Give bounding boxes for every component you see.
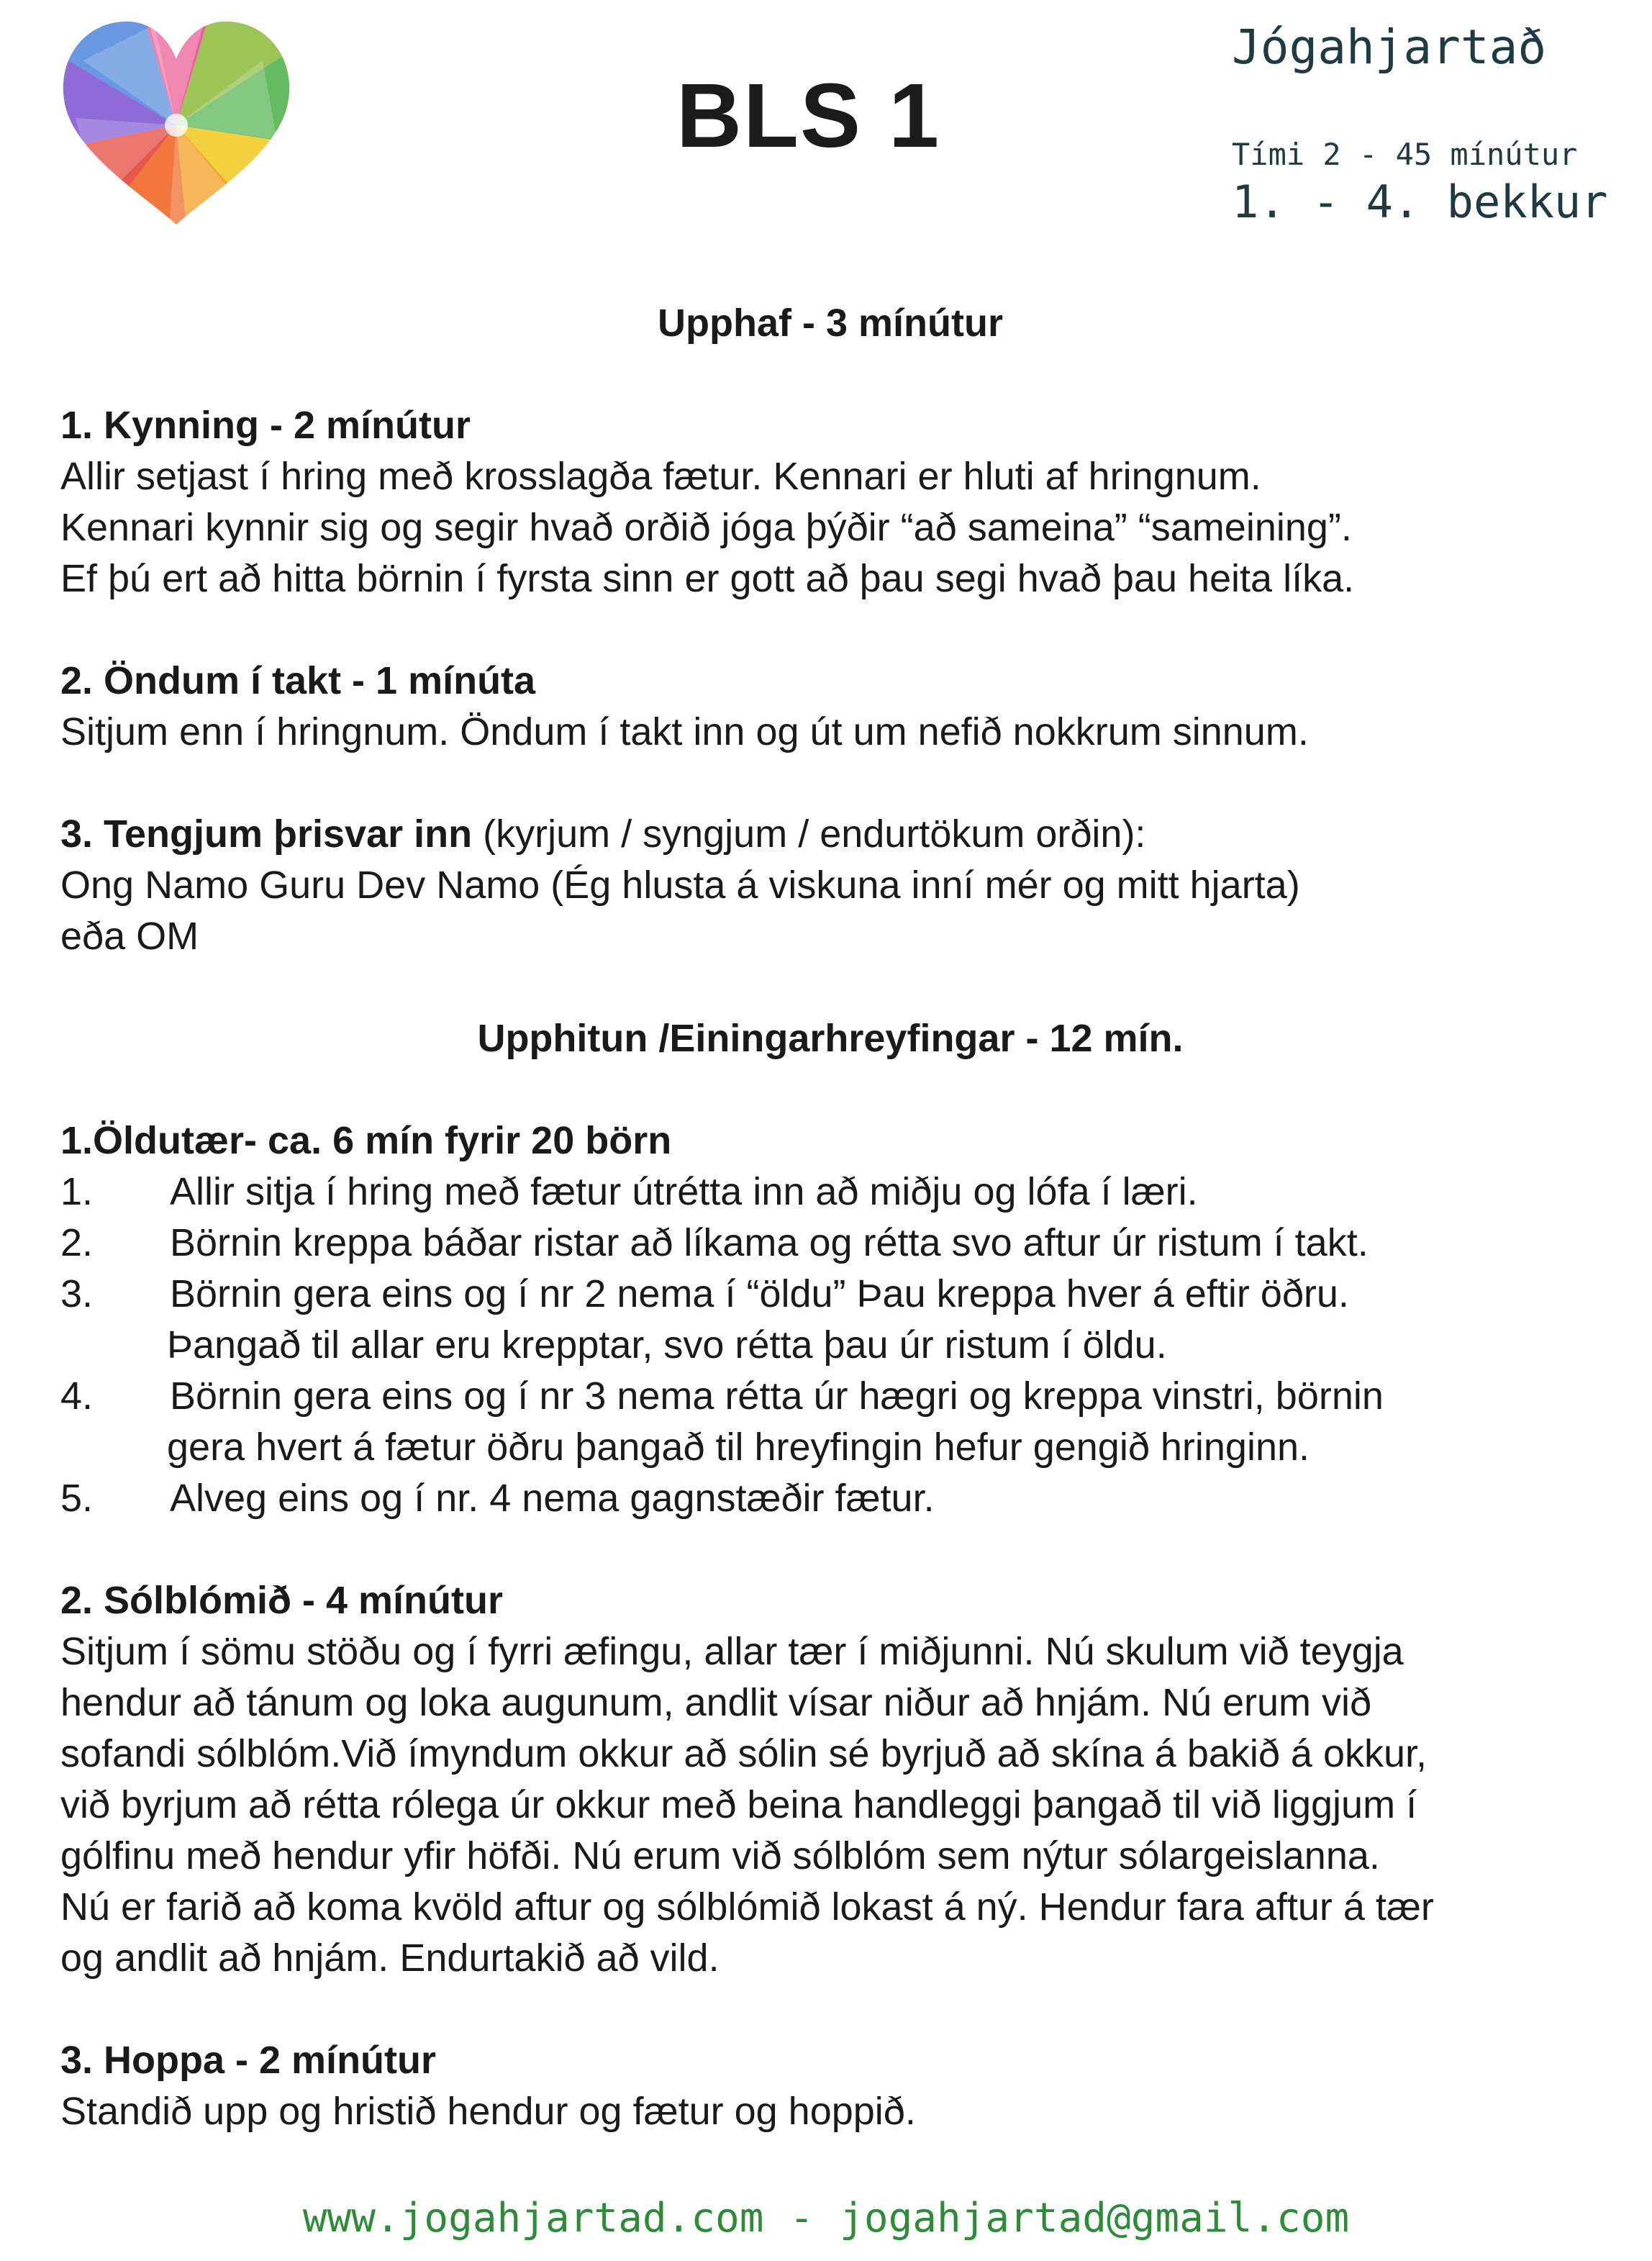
solblomid-line: gólfinu með hendur yfir höfði. Nú erum við sólblóm sem nýtur sólargeislanna. [60,1834,1380,1877]
section-title-upphaf: Upphaf - 3 mínútur [658,302,1003,345]
list-item-text: Börnin kreppa báðar ristar að líkama og rétta svo aftur úr ristum í takt. [170,1221,1369,1264]
list-item [60,1371,1600,1422]
lesson-time: Tími 2 - 45 mínútur [1232,137,1578,172]
section-title-upphitun: Upphitun /Einingarhreyfingar - 12 mín. [477,1017,1184,1060]
ondum-heading: 2. Öndum í takt - 1 mínúta [60,659,536,702]
tengjum-heading-suffix: (kyrjum / syngjum / endurtökum orðin): [472,812,1146,856]
solblomid-line: og andlit að hnjám. Endurtakið að vild. [60,1936,720,1980]
list-item [60,1473,1600,1524]
list-item-text: Alveg eins og í nr. 4 nema gagnstæðir fætur. [170,1477,935,1520]
solblomid-line: við byrjum að rétta rólega úr okkur með beina handleggi þangað til við liggjum í [60,1783,1417,1826]
hoppa-text: Standið upp og hristið hendur og fætur og hoppið. [60,2090,916,2133]
website-link[interactable]: www.jogahjartad.com [302,2195,764,2242]
email-link[interactable]: jogahjartad@gmail.com [840,2195,1350,2242]
solblomid-line: Sitjum í sömu stöðu og í fyrri æfingu, allar tær í miðjunni. Nú skulum við teygja [60,1630,1404,1673]
solblomid-heading: 2. Sólblómið - 4 mínútur [60,1579,504,1622]
list-item-number: 1. [60,1170,94,1213]
kynning-line: Allir setjast í hring með krosslagða fætur. Kennari er hluti af hringnum. [60,455,1261,498]
kynning-line: Ef þú ert að hitta börnin í fyrsta sinn er gott að þau segi hvað þau heita líka. [60,557,1355,600]
lesson-content [60,298,1600,2137]
footer [0,2195,1652,2242]
ondum-text: Sitjum enn í hringnum. Öndum í takt inn og út um nefið nokkrum sinnum. [60,710,1309,753]
kynning-heading: 1. Kynning - 2 mínútur [60,404,471,447]
list-item-number: 5. [60,1477,94,1520]
footer-separator: - [789,2195,814,2242]
list-item-text: Börnin gera eins og í nr 2 nema í “öldu” Þau kreppa hver á eftir öðru. [170,1272,1349,1315]
list-item-number: 3. [60,1272,94,1315]
hoppa-heading: 3. Hoppa - 2 mínútur [60,2039,437,2082]
list-item-number: 2. [60,1221,94,1264]
list-item-text: Allir sitja í hring með fætur útrétta inn að miðju og lófa í læri. [170,1170,1198,1213]
list-item-continuation: gera hvert á fætur öðru þangað til hreyfingin hefur gengið hringinn. [167,1426,1310,1469]
brand-name: Jógahjartað [1232,19,1547,75]
page-title: BLS 1 [676,65,941,166]
kynning-line: Kennari kynnir sig og segir hvað orðið jóga þýðir “að sameina” “sameining”. [60,506,1352,549]
solblomid-line: hendur að tánum og loka augunum, andlit vísar niður að hnjám. Nú erum við [60,1681,1372,1724]
tengjum-heading-row [60,809,1600,860]
list-item-continuation: Þangað til allar eru krepptar, svo rétta þau úr ristum í öldu. [167,1323,1167,1367]
grade-level: 1. - 4. bekkur [1232,176,1608,228]
solblomid-line: sofandi sólblóm.Við ímyndum okkur að sólin sé byrjuð að skína á bakið á okkur, [60,1732,1428,1775]
list-item-number: 4. [60,1374,94,1418]
list-item-text: Börnin gera eins og í nr 3 nema rétta úr hægri og kreppa vinstri, börnin [170,1374,1384,1418]
tengjum-heading: 3. Tengjum þrisvar inn [60,812,473,856]
tengjum-line: eða OM [60,915,199,958]
rainbow-heart-icon [60,17,292,226]
oldutaer-heading: 1.Öldutær- ca. 6 mín fyrir 20 börn [60,1119,672,1162]
tengjum-line: Ong Namo Guru Dev Namo (Ég hlusta á viskuna inní mér og mitt hjarta) [60,864,1300,907]
list-item [60,1166,1600,1218]
list-item [60,1218,1600,1269]
list-item [60,1269,1600,1320]
solblomid-line: Nú er farið að koma kvöld aftur og sólblómið lokast á ný. Hendur fara aftur á tær [60,1885,1434,1929]
